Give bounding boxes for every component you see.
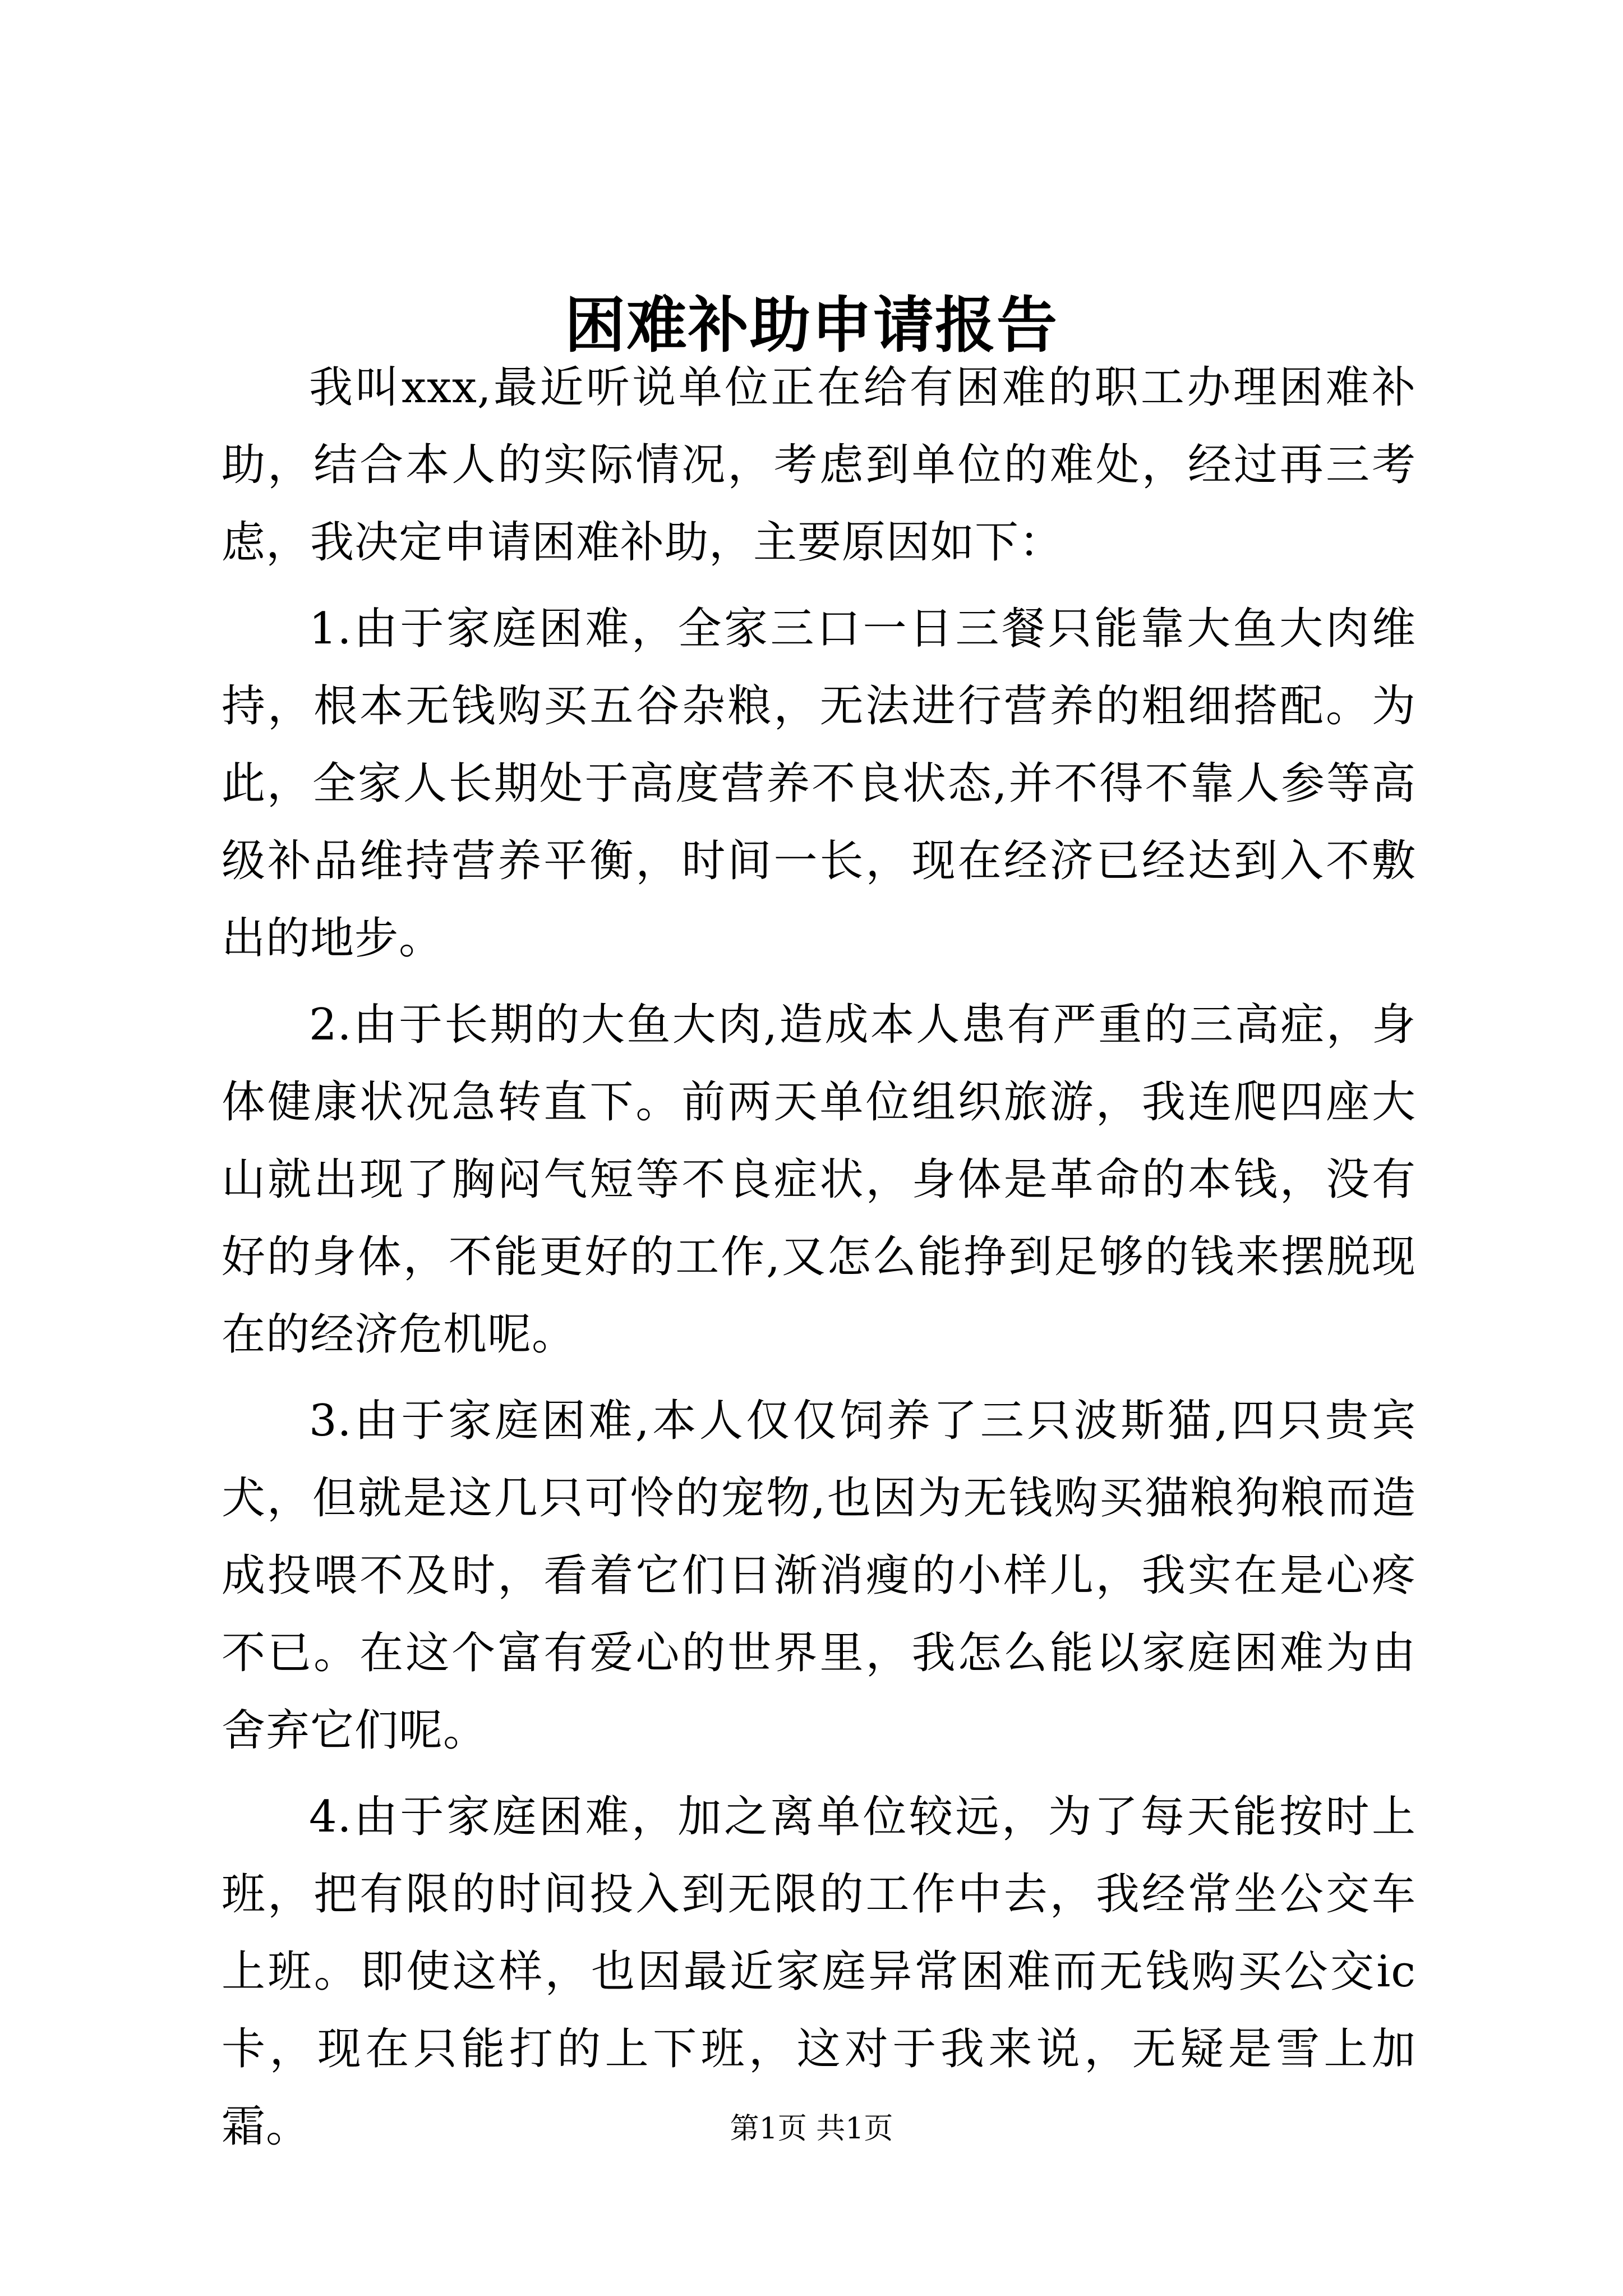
paragraph-reason-3: 3.由于家庭困难,本人仅仅饲养了三只波斯猫,四只贵宾犬，但就是这几只可怜的宠物,也因为无钱购买猫粮狗粮而造成投喂不及时，看着它们日渐消瘦的小样儿，我实在是心疼不已。在这个富有爱心的世界里，我怎么能以家庭困难为由舍弃它们呢。 [222, 1396, 1416, 1756]
paragraph-reason-4: 4.由于家庭困难，加之离单位较远，为了每天能按时上班，把有限的时间投入到无限的工作中去，我经常坐公交车上班。即使这样，也因最近家庭异常困难而无钱购买公交ic卡，现在只能打的上下班，这对于我来说，无疑是雪上加霜。 [222, 1792, 1416, 2152]
page-number-footer: 第1页 共1页 [730, 2112, 893, 2146]
document-title: 困难补助申请报告 [564, 290, 1058, 361]
paragraph-intro: 我叫xxx,最近听说单位正在给有困难的职工办理困难补助，结合本人的实际情况，考虑到单位的难处，经过再三考虑，我决定申请困难补助，主要原因如下： [222, 362, 1416, 568]
paragraph-reason-1: 1.由于家庭困难，全家三口一日三餐只能靠大鱼大肉维持，根本无钱购买五谷杂粮，无法进行营养的粗细搭配。为此，全家人长期处于高度营养不良状态,并不得不靠人参等高级补品维持营养平衡，时间一长，现在经济已经达到入不敷出的地步。 [222, 604, 1416, 964]
paragraph-reason-2: 2.由于长期的大鱼大肉,造成本人患有严重的三高症，身体健康状况急转直下。前两天单位组织旅游，我连爬四座大山就出现了胸闷气短等不良症状，身体是革命的本钱，没有好的身体，不能更好的工作,又怎么能挣到足够的钱来摆脱现在的经济危机呢。 [222, 1000, 1416, 1360]
document-body [222, 349, 1416, 2165]
